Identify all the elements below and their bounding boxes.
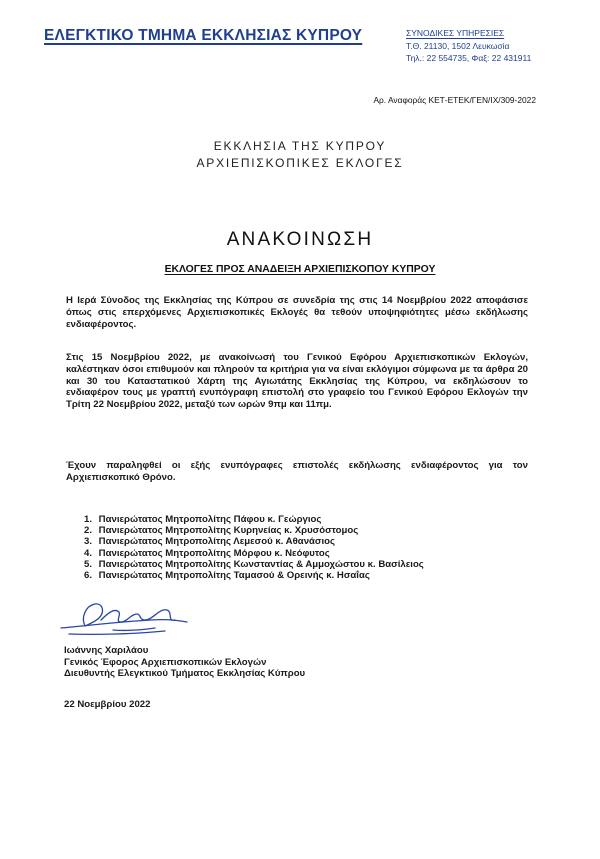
- issuer-block: [0, 138, 600, 172]
- candidates-list: [84, 514, 424, 581]
- handwritten-signature: [55, 598, 205, 640]
- document-date: 22 Νοεμβρίου 2022: [64, 699, 151, 710]
- announcement-subject: ΕΚΛΟΓΕΣ ΠΡΟΣ ΑΝΑΔΕΙΞΗ ΑΡΧΙΕΠΙΣΚΟΠΟΥ ΚΥΠΡΟΥ: [164, 264, 436, 275]
- list-item: 5. Πανιερώτατος Μητροπολίτης Κωνσταντίας & Αμμοχώστου κ. Βασίλειος: [84, 558, 424, 570]
- letterhead-title: ΕΛΕΓΚΤΙΚΟ ΤΜΗΜΑ ΕΚΚΛΗΣΙΑΣ ΚΥΠΡΟΥ: [44, 27, 363, 44]
- letterhead-address: Τ.Θ. 21130, 1502 Λευκωσία: [406, 40, 510, 51]
- list-item: 1. Πανιερώτατος Μητροπολίτης Πάφου κ. Γεώργιος: [84, 514, 322, 525]
- signatory-block: [64, 645, 305, 680]
- signatory-name: Ιωάννης Χαριλάου: [64, 645, 149, 656]
- paragraph-call-for-candidates: Στις 15 Νοεμβρίου 2022, με ανακοίνωσή του Γενικού Εφόρου Αρχιεπισκοπικών Εκλογών, καλέστηκαν όσοι επιθυμούν και πληρούν τα κριτήρια για να είναι εκλόγιμοι σύμφωνα με τα άρθρα 20 και 30 του Καταστατικού Χάρτη της Αγιωτάτης Εκκλησίας της Κύπρου, να εκδηλώσουν το ενδιαφέρον τους με γραπτή ενυπόγραφη επιστολή στο γραφείο του Γενικού Εφόρου Εκλογών την Τρίτη 22 Νοεμβρίου 2022, μεταξύ των ωρών 9πμ και 11πμ.: [66, 352, 528, 411]
- list-item: 3. Πανιερώτατος Μητροπολίτης Λεμεσού κ. Αθανάσιος: [84, 536, 336, 548]
- issuer-line-elections: ΑΡΧΙΕΠΙΣΚΟΠΙΚΕΣ ΕΚΛΟΓΕΣ: [196, 156, 404, 170]
- issuer-line-church: ΕΚΚΛΗΣΙΑ ΤΗΣ ΚΥΠΡΟΥ: [213, 139, 387, 153]
- list-item: 4. Πανιερώτατος Μητροπολίτης Μόρφου κ. Νεόφυτος: [84, 547, 330, 559]
- signatory-position: Διευθυντής Ελεγκτικού Τμήματος Εκκλησίας Κύπρου: [64, 668, 306, 679]
- announcement-title: ΑΝΑΚΟΙΝΩΣΗ: [226, 229, 374, 250]
- letterhead-section: ΣΥΝΟΔΙΚΕΣ ΥΠΗΡΕΣΙΕΣ: [406, 28, 505, 38]
- list-item: 6. Πανιερώτατος Μητροπολίτης Ταμασού & Ορεινής κ. Ησαΐας: [84, 570, 370, 582]
- paragraph-letters-received: Έχουν παραληφθεί οι εξής ενυπόγραφες επιστολές εκδήλωσης ενδιαφέροντος για τον Αρχιεπισκοπικό Θρόνο.: [66, 460, 528, 483]
- letterhead-phone-fax: Τηλ.: 22 554735, Φαξ: 22 431911: [406, 53, 532, 63]
- list-item: 2. Πανιερώτατος Μητροπολίτης Κυρηνείας κ. Χρυσόστομος: [84, 525, 359, 537]
- paragraph-synod-decision: Η Ιερά Σύνοδος της Εκκλησίας της Κύπρου σε συνεδρία της στις 14 Νοεμβρίου 2022 αποφάσισε όπως στις επερχόμενες Αρχιεπισκοπικές Εκλογές θα τεθούν υποψηφιότητες μέσω εκδήλωσης ενδιαφέροντος.: [66, 295, 528, 330]
- reference-number: Αρ. Αναφοράς ΚΕΤ-ΕΤΕΚ/ΓΕΝ/ΙΧ/309-2022: [373, 95, 536, 105]
- letterhead-contact: [406, 27, 531, 65]
- signatory-title: Γενικός Έφορος Αρχιεπισκοπικών Εκλογών: [64, 656, 267, 668]
